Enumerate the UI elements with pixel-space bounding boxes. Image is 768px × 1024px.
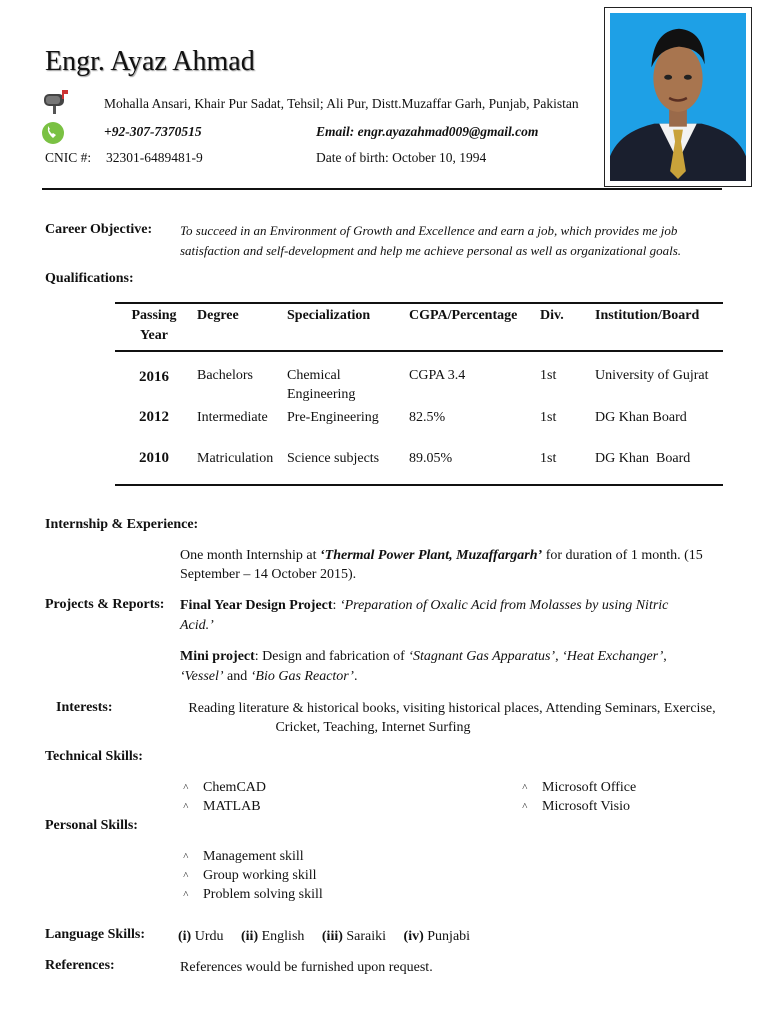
internship-line2: September – 14 October 2015). bbox=[180, 567, 357, 582]
list-item: ˄ ChemCAD bbox=[183, 780, 266, 795]
personal-skills-label: Personal Skills: bbox=[45, 818, 138, 833]
header-division: Div. bbox=[540, 308, 564, 323]
internship-line1: One month Internship at ‘Thermal Power Plant, Muzaffargarh’ for duration of 1 month. (15 bbox=[180, 548, 703, 563]
header-cgpa: CGPA/Percentage bbox=[409, 308, 518, 323]
cnic-label: CNIC #: bbox=[45, 150, 92, 165]
arrowhead-bullet-icon: ˄ bbox=[183, 801, 189, 812]
table-header-row bbox=[115, 303, 723, 351]
career-objective-line1: To succeed in an Environment of Growth and Excellence and earn a job, which provides me job bbox=[180, 223, 678, 238]
list-item: ˄ Microsoft Visio bbox=[522, 799, 630, 814]
career-objective-label: Career Objective: bbox=[45, 222, 153, 237]
profile-photo-frame bbox=[604, 7, 752, 187]
list-item: ˄ Group working skill bbox=[183, 868, 317, 883]
date-of-birth: Date of birth: October 10, 1994 bbox=[316, 150, 487, 165]
language-list: (i) Urdu (ii) English (iii) Saraiki (iv) Punjabi bbox=[178, 929, 471, 944]
mini-project: Mini project: Design and fabrication of ‘Stagnant Gas Apparatus’, ‘Heat Exchanger’, bbox=[180, 649, 667, 664]
address: Mohalla Ansari, Khair Pur Sadat, Tehsil; Ali Pur, Distt.Muzaffar Garh, Punjab, Pakistan bbox=[104, 96, 579, 111]
phone-number: +92-307-7370515 bbox=[104, 124, 202, 139]
list-item: ˄ Microsoft Office bbox=[522, 780, 637, 795]
interests-line2: Cricket, Teaching, Internet Surfing bbox=[275, 720, 471, 735]
phone-icon bbox=[40, 120, 70, 146]
list-item: ˄ MATLAB bbox=[183, 799, 261, 814]
email: Email: engr.ayazahmad009@gmail.com bbox=[316, 124, 539, 139]
profile-photo bbox=[610, 13, 746, 181]
header-institution: Institution/Board bbox=[595, 308, 700, 323]
final-year-project: Final Year Design Project: ‘Preparation of Oxalic Acid from Molasses by using Nitric bbox=[180, 598, 669, 613]
final-year-project-line2: Acid.’ bbox=[180, 618, 214, 633]
header-specialization: Specialization bbox=[287, 308, 371, 323]
header-degree: Degree bbox=[197, 308, 239, 323]
list-item: ˄ Management skill bbox=[183, 849, 304, 864]
arrowhead-bullet-icon: ˄ bbox=[522, 782, 528, 793]
projects-label: Projects & Reports: bbox=[45, 597, 165, 612]
candidate-name: Engr. Ayaz Ahmad bbox=[45, 46, 255, 77]
references-label: References: bbox=[45, 958, 115, 973]
mailbox-icon bbox=[40, 88, 70, 114]
qualifications-label: Qualifications: bbox=[45, 271, 134, 286]
cnic-number: 32301-6489481-9 bbox=[106, 150, 203, 165]
arrowhead-bullet-icon: ˄ bbox=[183, 782, 189, 793]
header-divider bbox=[42, 188, 722, 190]
internship-label: Internship & Experience: bbox=[45, 517, 199, 532]
career-objective-line2: satisfaction and self-development and help me achieve personal as well as organizational goals. bbox=[180, 243, 682, 258]
arrowhead-bullet-icon: ˄ bbox=[183, 870, 189, 881]
list-item: ˄ Problem solving skill bbox=[183, 887, 323, 902]
arrowhead-bullet-icon: ˄ bbox=[183, 851, 189, 862]
table-row: 2010 Matriculation Science subjects 89.05% 1st DG Khan Board bbox=[115, 447, 723, 485]
interests-line1: Reading literature & historical books, visiting historical places, Attending Seminars, Exercise, bbox=[188, 701, 716, 716]
technical-skills-label: Technical Skills: bbox=[45, 749, 143, 764]
arrowhead-bullet-icon: ˄ bbox=[183, 889, 189, 900]
arrowhead-bullet-icon: ˄ bbox=[522, 801, 528, 812]
interests-label: Interests: bbox=[56, 700, 113, 715]
language-skills-label: Language Skills: bbox=[45, 927, 145, 942]
mini-project-line2: ‘Vessel’ and ‘Bio Gas Reactor’. bbox=[180, 669, 358, 684]
table-row: 2012 Intermediate Pre-Engineering 82.5% 1st DG Khan Board bbox=[139, 409, 687, 425]
header-passing-year: Passing Year bbox=[131, 308, 177, 343]
references-text: References would be furnished upon request. bbox=[180, 960, 433, 975]
table-row: 2016 Bachelors Chemical Engineering CGPA 3.4 1st University of Gujrat bbox=[139, 368, 709, 402]
qualifications-table bbox=[115, 302, 723, 486]
